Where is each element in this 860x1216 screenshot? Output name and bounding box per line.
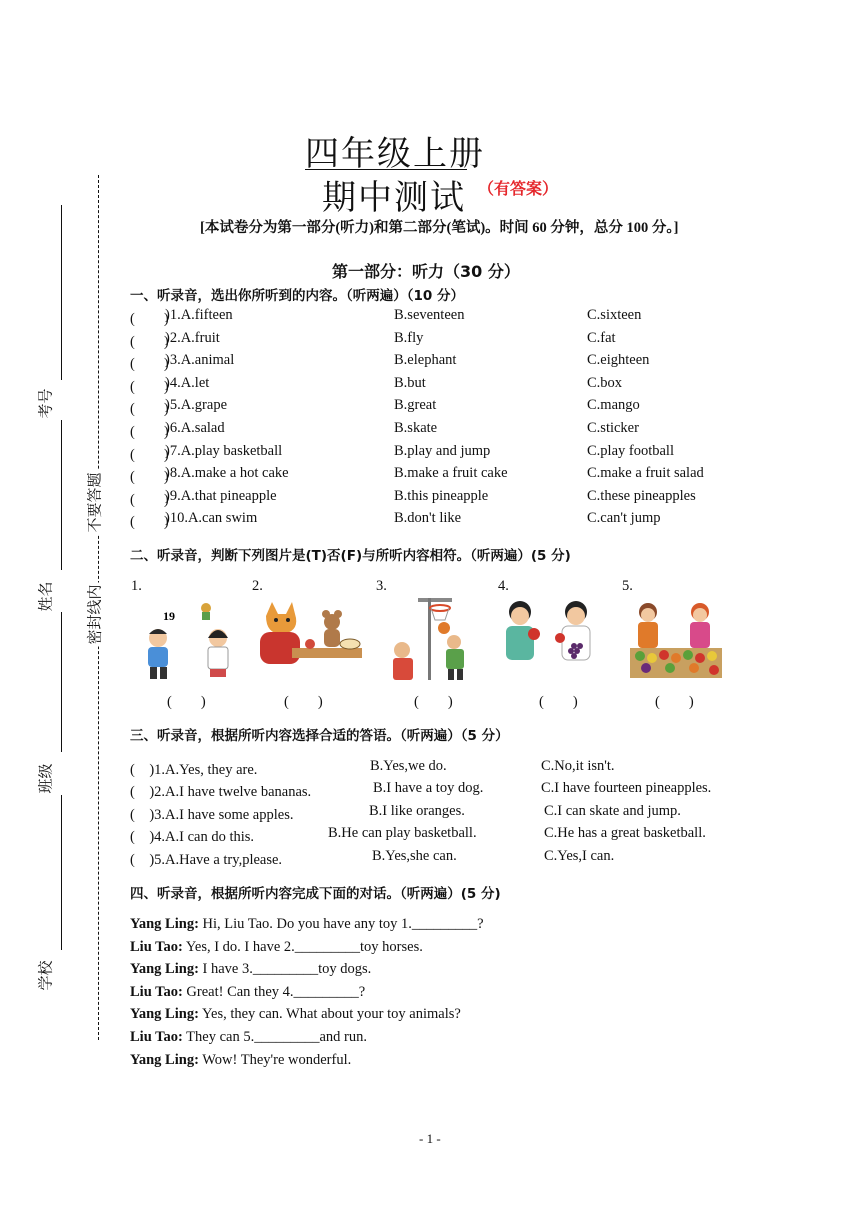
exam-number-label: 考号: [36, 388, 55, 419]
picture-5-fruit-stall: [630, 598, 722, 680]
picture-3-basketball: [388, 598, 470, 680]
s1-answer-paren[interactable]: ( ): [130, 378, 169, 395]
s1-answer-paren[interactable]: ( ): [130, 401, 169, 418]
do-not-answer-label: 不要答题: [85, 472, 104, 533]
picture-1-label: 19: [163, 609, 175, 623]
s1-q2-a: )2.A.fruit: [165, 329, 220, 346]
class-line: [61, 795, 62, 950]
hoop-ring: [430, 605, 450, 611]
answer-blank-5[interactable]: ( ): [655, 694, 694, 710]
s3-q1-b: B.Yes,we do.: [370, 758, 447, 774]
speaker-name: Yang Ling:: [130, 916, 199, 932]
answer-tag: （有答案）: [478, 179, 559, 198]
s1-q5-c: C.mango: [587, 397, 640, 414]
part1-title: 第一部分：听力（30 分）: [332, 262, 520, 281]
answer-blank-3[interactable]: ( ): [414, 694, 453, 710]
dialog-line: [130, 1029, 367, 1046]
s1-q3-a: )3.A.animal: [165, 352, 235, 369]
class-label: 班级: [36, 763, 55, 794]
section1-title: 一、听录音，选出你所听到的内容。（听两遍）（10 分）: [130, 288, 464, 304]
s1-q8-b: B.make a fruit cake: [394, 465, 508, 482]
s3-q1-c: C.No,it isn't.: [541, 758, 615, 774]
table-shape: [292, 648, 362, 658]
speaker-name: Liu Tao:: [130, 938, 183, 955]
s1-q10-b: B.don't like: [394, 510, 462, 527]
picture-number-5: 5.: [622, 578, 633, 594]
exam-note: [本试卷分为第一部分(听力)和第二部分(笔试)。时间 60 分钟，总分 100 分。]: [200, 220, 679, 236]
speaker-name: Yang Ling:: [130, 1051, 199, 1068]
s1-answer-paren[interactable]: ( ): [130, 446, 169, 463]
boy-figure-right: [446, 635, 464, 680]
s1-q3-c: C.eighteen: [587, 352, 650, 369]
picture-number-4: 4.: [498, 578, 509, 594]
s1-q8-a: )8.A.make a hot cake: [165, 465, 289, 482]
picture-number-3: 3.: [376, 578, 387, 594]
s1-q1-c: C.sixteen: [587, 307, 642, 323]
dialog-text[interactable]: They can 5._________and run.: [182, 1029, 367, 1045]
s1-q9-a: )9.A.that pineapple: [165, 487, 277, 504]
dialog-line: [130, 1052, 351, 1069]
s3-q4: ( )4.A.I can do this.: [130, 829, 255, 845]
section2-title: 二、听录音，判断下列图片是(T)否(F)与所听内容相符。（听两遍）(5 分): [130, 548, 571, 564]
s1-q7-c: C.play football: [587, 442, 674, 459]
s1-q7-b: B.play and jump: [394, 442, 491, 459]
mouse-figure: [322, 610, 342, 647]
answer-blank-2[interactable]: ( ): [284, 694, 323, 710]
s1-answer-paren[interactable]: ( ): [130, 311, 169, 327]
s1-q4-c: C.box: [587, 374, 623, 391]
picture-4-girls-fruit: [498, 598, 606, 680]
toy-icon: [201, 603, 211, 620]
s1-q5-a: )5.A.grape: [165, 397, 228, 414]
s1-q8-c: C.make a fruit salad: [587, 465, 704, 482]
s1-q4-a: )4.A.let: [165, 374, 210, 391]
picture-number-2: 2.: [252, 578, 263, 594]
s1-q4-b: B.but: [394, 374, 426, 391]
girl-figure: [208, 629, 228, 677]
s3-q5-c: C.Yes,I can.: [544, 848, 615, 864]
seal-line-label: 密封线内: [85, 584, 104, 645]
s1-q3-b: B.elephant: [394, 352, 457, 369]
speaker-name: Liu Tao:: [130, 1029, 183, 1045]
s1-answer-paren[interactable]: ( ): [130, 356, 169, 373]
s1-q6-b: B.skate: [394, 420, 438, 436]
binding-line-top: [61, 205, 62, 380]
dialog-text[interactable]: Hi, Liu Tao. Do you have any toy 1._________?: [198, 916, 484, 932]
s1-q7-a: )7.A.play basketball: [165, 442, 283, 459]
s1-q10-a: )10.A.can swim: [165, 510, 258, 527]
dialog-line: [130, 984, 365, 1001]
picture-1-kids-counting: [138, 598, 238, 680]
dialog-line: [130, 916, 484, 933]
dialog-text[interactable]: I have 3._________toy dogs.: [198, 961, 372, 978]
section4-title: 四、听录音，根据所听内容完成下面的对话。（听两遍）(5 分): [130, 886, 501, 902]
school-label: 学校: [36, 960, 55, 991]
picture-2-cat-cooking: [252, 598, 364, 680]
s1-q6-a: )6.A.salad: [165, 420, 225, 436]
speaker-name: Yang Ling:: [130, 961, 199, 978]
s1-q9-c: C.these pineapples: [587, 487, 696, 504]
s1-q6-c: C.sticker: [587, 420, 639, 436]
name-line: [61, 612, 62, 752]
cake-shape: [340, 639, 360, 649]
page-number: - 1 -: [419, 1131, 441, 1146]
s1-q2-c: C.fat: [587, 329, 616, 346]
dialog-text[interactable]: Yes, they can. What about your toy animals?: [198, 1006, 461, 1023]
dialog-line: [130, 939, 423, 956]
page-title-grade: 四年级上册: [305, 134, 485, 174]
s3-q2-c: C.I have fourteen pineapples.: [541, 780, 712, 796]
speaker-name: Yang Ling:: [130, 1006, 199, 1023]
s3-q5: ( )5.A.Have a try,please.: [130, 852, 283, 868]
s1-answer-paren[interactable]: ( ): [130, 333, 169, 350]
s3-q4-b: B.He can play basketball.: [328, 825, 477, 841]
s3-q2-b: B.I have a toy dog.: [373, 780, 484, 796]
s1-q1-a: )1.A.fifteen: [165, 307, 233, 323]
basketball-icon: [438, 622, 450, 634]
apple-icon: [528, 628, 540, 640]
s1-q5-b: B.great: [394, 397, 437, 414]
s3-q5-b: B.Yes,she can.: [372, 848, 457, 864]
s1-answer-paren[interactable]: ( ): [130, 469, 169, 486]
answer-blank-1[interactable]: ( ): [167, 694, 206, 710]
s3-q2: ( )2.A.I have twelve bananas.: [130, 784, 312, 800]
child-figure-left: [638, 603, 658, 648]
boy-figure-left: [393, 642, 413, 680]
s1-q9-b: B.this pineapple: [394, 487, 489, 504]
s3-q1: ( )1.A.Yes, they are.: [130, 762, 258, 778]
speaker-name: Liu Tao:: [130, 983, 183, 1000]
s1-answer-paren[interactable]: ( ): [130, 514, 169, 531]
dialog-line: [130, 1006, 461, 1023]
picture-number-1: 1.: [131, 578, 142, 594]
dialog-text[interactable]: Wow! They're wonderful.: [198, 1051, 352, 1068]
boy-figure: [148, 629, 168, 679]
dialog-text[interactable]: Great! Can they 4._________?: [182, 983, 366, 1000]
s3-q3: ( )3.A.I have some apples.: [130, 807, 294, 823]
s3-q3-c: C.I can skate and jump.: [544, 803, 681, 819]
answer-blank-4[interactable]: ( ): [539, 694, 578, 710]
s3-q3-b: B.I like oranges.: [369, 803, 465, 819]
name-label: 姓名: [36, 581, 55, 612]
exam-number-line: [61, 420, 62, 570]
s1-q2-b: B.fly: [394, 329, 424, 346]
s1-q10-c: C.can't jump: [587, 510, 661, 527]
s1-q1-b: B.seventeen: [394, 307, 465, 323]
dialog-text[interactable]: Yes, I do. I have 2._________toy horses.: [182, 938, 423, 955]
s1-answer-paren[interactable]: ( ): [130, 424, 169, 440]
s1-answer-paren[interactable]: ( ): [130, 491, 169, 508]
dialog-line: [130, 961, 371, 978]
section3-title: 三、听录音，根据所听内容选择合适的答语。（听两遍）（5 分）: [130, 728, 509, 744]
s3-q4-c: C.He has a great basketball.: [544, 825, 706, 841]
page-title-exam: 期中测试: [322, 178, 466, 218]
child-figure-right: [690, 603, 710, 648]
